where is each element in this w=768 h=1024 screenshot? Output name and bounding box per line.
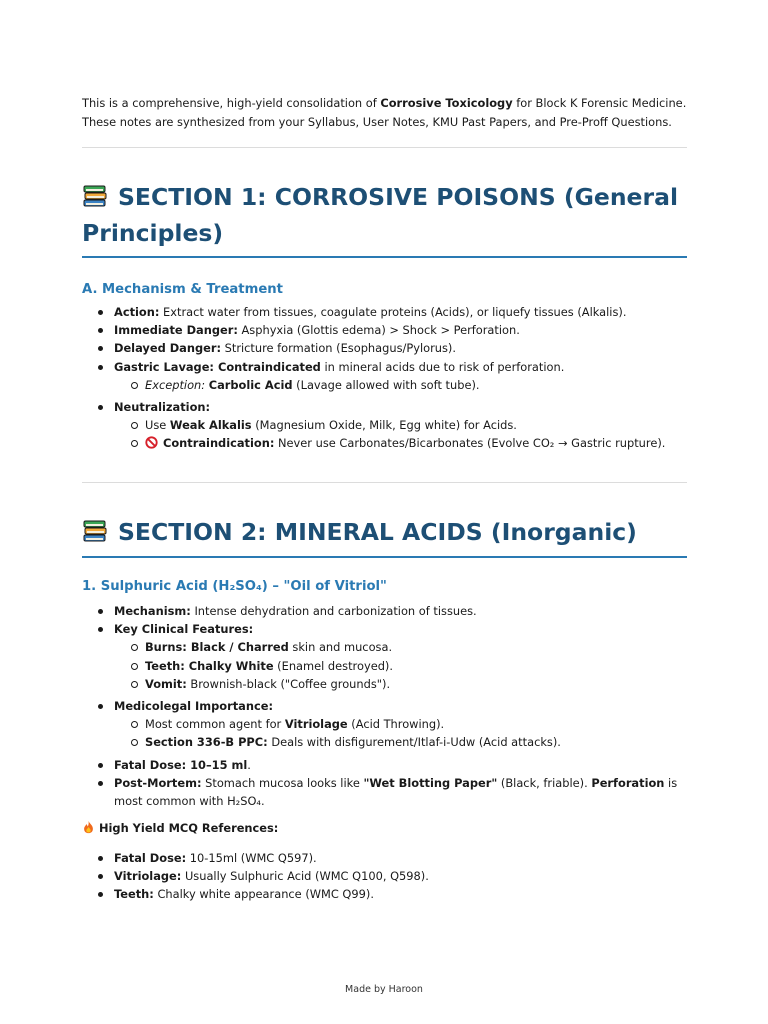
sulphuric-list [82, 602, 687, 693]
sub-list-item [114, 434, 687, 452]
sub-list [114, 638, 687, 693]
sub-list-item [114, 376, 687, 394]
exception-label: Exception: [145, 377, 206, 392]
sub-list-item [114, 638, 687, 656]
section-1-underline [82, 256, 687, 258]
item-text: . [247, 758, 251, 772]
item-label: Contraindication: [163, 436, 275, 451]
item-text: Stricture formation (Esophagus/Pylorus). [221, 341, 456, 356]
item-text: Stomach mucosa looks like [201, 776, 364, 791]
prohibited-icon [145, 436, 158, 449]
section-1-title-line-1: SECTION 1: CORROSIVE POISONS (General [118, 183, 678, 211]
item-text: Usually Sulphuric Acid (WMC Q100, Q598). [181, 869, 429, 884]
item-text: Intense dehydration and carbonization of tissues. [190, 604, 477, 618]
item-label: Action: [114, 305, 160, 319]
list-item [82, 774, 687, 810]
medicolegal-list [82, 697, 687, 752]
list-item [82, 303, 687, 321]
section-1-heading [82, 179, 687, 251]
sub-list-item [114, 675, 687, 693]
divider [82, 147, 687, 148]
list-item [82, 398, 687, 453]
item-bold: Vitriolage [284, 717, 348, 732]
item-text: Extract water from tissues, coagulate proteins (Acids), or liquefy tissues (Alkalis). [159, 305, 627, 319]
item-label: Post-Mortem: [114, 776, 202, 791]
sub-list [114, 715, 687, 751]
mcq-list [82, 849, 687, 904]
section-1-title-line-2: Principles) [82, 219, 224, 247]
mcq-heading-text: High Yield MCQ References: [99, 821, 279, 835]
intro-text: This is a comprehensive, high-yield consolidation of [82, 96, 381, 110]
item-text: 10-15ml (WMC Q597). [186, 851, 317, 865]
list-item [82, 602, 687, 620]
item-text: Asphyxia (Glottis edema) > Shock > Perforation. [237, 323, 520, 338]
item-text: in mineral acids due to risk of perforation. [320, 359, 565, 374]
list-item [82, 885, 687, 903]
divider [82, 482, 687, 483]
sub-list-item [114, 657, 687, 675]
subheading-mechanism: A. Mechanism & Treatment [82, 282, 283, 297]
item-label: Teeth: Chalky White [145, 658, 274, 673]
neutralization-list [82, 398, 687, 453]
sub-list [114, 416, 687, 452]
sub-list-item [114, 416, 687, 434]
section-2-underline [82, 556, 687, 558]
item-text: skin and mucosa. [288, 640, 393, 655]
list-item [82, 867, 687, 885]
intro-topic: Corrosive Toxicology [380, 96, 513, 110]
fire-icon [82, 820, 95, 834]
books-icon [82, 518, 108, 544]
list-item [82, 358, 687, 394]
section-2-title: SECTION 2: MINERAL ACIDS (Inorganic) [118, 518, 637, 546]
item-text: is [664, 776, 678, 791]
item-label: Neutralization: [114, 400, 211, 414]
intro-text-end: for Block K Forensic Medicine. [512, 96, 687, 110]
books-icon [82, 183, 108, 209]
mcq-heading [82, 819, 278, 837]
item-text: Chalky white appearance (WMC Q99). [153, 887, 374, 902]
item-text: Deals with disfigurement/Itlaf-i-Udw (Acid attacks). [267, 735, 561, 750]
item-text: Never use Carbonates/Bicarbonates (Evolve CO₂ → Gastric rupture). [274, 436, 666, 451]
section-2-heading [82, 514, 687, 550]
item-bold: Perforation [591, 776, 665, 791]
dose-list [82, 756, 687, 811]
item-text: (Acid Throwing). [347, 717, 445, 732]
item-text: Use [145, 418, 170, 433]
item-label: Vomit: [145, 676, 187, 691]
intro-paragraph [82, 94, 687, 131]
list-item [82, 849, 687, 867]
item-bold: Weak Alkalis [169, 418, 252, 433]
item-label: Section 336-B PPC: [145, 735, 268, 750]
item-label: Fatal Dose: 10–15 ml [114, 758, 248, 772]
list-item [82, 620, 687, 693]
item-label: Key Clinical Features: [114, 622, 254, 637]
item-label: Mechanism: [114, 604, 191, 618]
item-label: Vitriolage: [114, 869, 182, 884]
item-text: Most common agent for [145, 717, 285, 732]
item-label: Burns: Black / Charred [145, 640, 289, 655]
item-bold: "Wet Blotting Paper" [363, 776, 498, 791]
item-label: Medicolegal Importance: [114, 699, 274, 713]
footer-credit: Made by Haroon [345, 984, 423, 995]
item-label: Gastric Lavage: Contraindicated [114, 359, 321, 374]
item-text: Brownish-black ("Coffee grounds"). [186, 676, 391, 691]
list-item [82, 339, 687, 357]
list-item [82, 321, 687, 339]
item-label: Fatal Dose: [114, 851, 187, 865]
list-item [82, 697, 687, 752]
sub-list-item [114, 733, 687, 751]
mechanism-list [82, 303, 687, 394]
subheading-sulphuric-acid: 1. Sulphuric Acid (H₂SO₄) – "Oil of Vitriol" [82, 579, 387, 594]
item-label: Delayed Danger: [114, 341, 221, 356]
exception-text: (Lavage allowed with soft tube). [292, 377, 480, 392]
item-label: Teeth: [114, 887, 154, 902]
item-text: (Enamel destroyed). [273, 658, 393, 673]
list-item [82, 756, 687, 774]
exception-bold: Carbolic Acid [208, 377, 293, 392]
sub-list-item [114, 715, 687, 733]
item-label: Immediate Danger: [114, 323, 238, 338]
item-text: (Magnesium Oxide, Milk, Egg white) for Acids. [251, 418, 517, 433]
item-text: most common with H₂SO₄. [114, 794, 265, 809]
sub-list [114, 376, 687, 394]
item-text: (Black, friable). [497, 776, 592, 791]
intro-line-2: These notes are synthesized from your Syllabus, User Notes, KMU Past Papers, and Pre-Proff Questions. [82, 114, 672, 129]
